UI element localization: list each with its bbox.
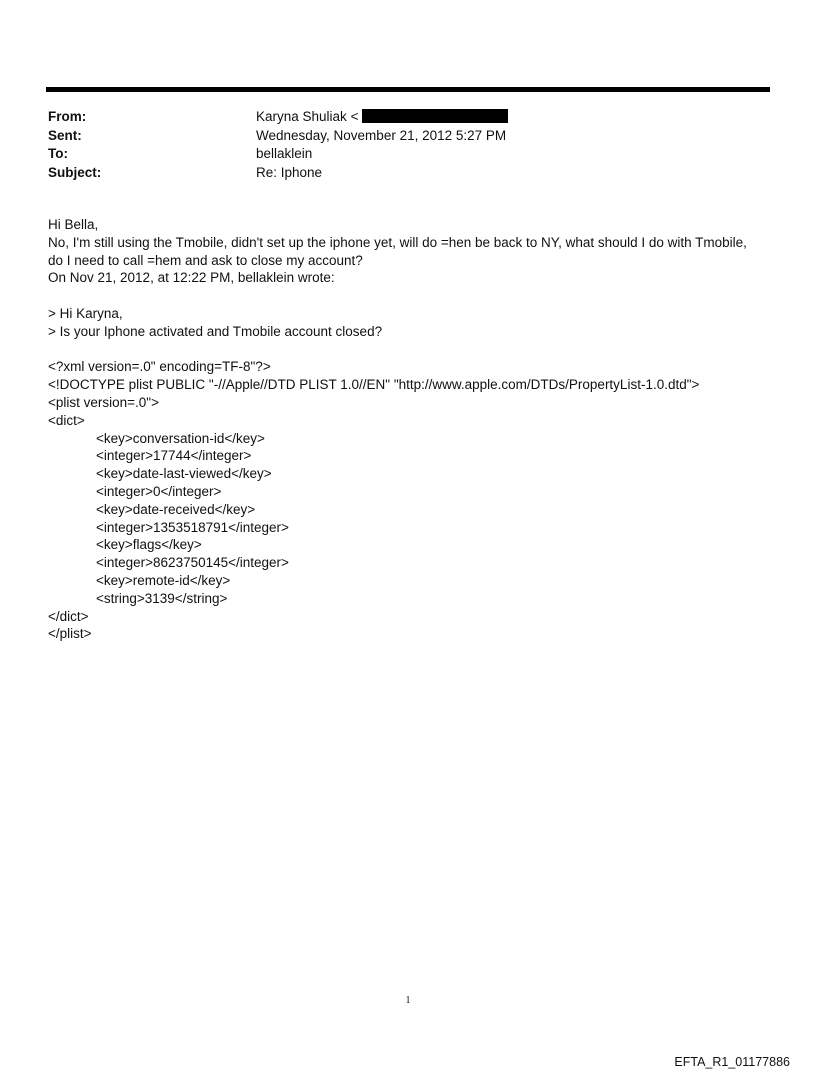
quoted-line-1: > Hi Karyna, xyxy=(48,305,123,321)
dict-open-tag: <dict> xyxy=(48,412,85,428)
from-name: Karyna Shuliak xyxy=(256,109,347,124)
plist-entry: <key>date-last-viewed</key> xyxy=(96,466,272,482)
redacted-email-block xyxy=(362,109,508,123)
dict-close-tag: </dict> xyxy=(48,608,89,624)
plist-entry: <key>conversation-id</key> xyxy=(96,430,265,446)
subject-label: Subject: xyxy=(48,164,102,180)
quoted-line-2: > Is your Iphone activated and Tmobile account closed? xyxy=(48,323,383,339)
plist-entry: <integer>17744</integer> xyxy=(96,448,252,464)
sent-label: Sent: xyxy=(48,127,82,143)
to-label: To: xyxy=(48,146,68,161)
subject-value: Re: Iphone xyxy=(256,164,323,180)
plist-entry: <integer>1353518791</integer> xyxy=(96,519,289,535)
plist-open-tag: <plist version=.0"> xyxy=(48,394,159,410)
plist-entry: <integer>8623750145</integer> xyxy=(96,555,289,571)
spacer xyxy=(48,341,768,359)
greeting: Hi Bella, xyxy=(48,217,99,232)
plist-xml-declaration: <?xml version=.0" encoding=TF-8"?> xyxy=(48,359,271,375)
plist-entry: <string>3139</string> xyxy=(96,590,228,606)
document-id: EFTA_R1_01177886 xyxy=(674,1055,790,1069)
header-divider-rule xyxy=(46,87,770,92)
plist-entry: <key>flags</key> xyxy=(96,537,202,553)
from-label: From: xyxy=(48,109,87,124)
reply-attribution: On Nov 21, 2012, at 12:22 PM, bellaklein wrote: xyxy=(48,270,335,286)
plist-entry: <key>date-received</key> xyxy=(96,501,256,517)
sent-value: Wednesday, November 21, 2012 5:27 PM xyxy=(256,127,507,143)
from-value: Karyna Shuliak < xyxy=(256,108,508,127)
message-line-2: do I need to call =hem and ask to close my account? xyxy=(48,252,363,268)
plist-entry: <integer>0</integer> xyxy=(96,483,222,499)
message-line-1: No, I'm still using the Tmobile, didn't set up the iphone yet, will do =hen be back to NY, what should I do with Tmobile, xyxy=(48,234,747,250)
spacer xyxy=(48,287,768,305)
to-value: bellaklein xyxy=(256,146,313,161)
plist-doctype: <!DOCTYPE plist PUBLIC "-//Apple//DTD PLIST 1.0//EN" "http://www.apple.com/DTDs/PropertyList-1.0.dtd"> xyxy=(48,377,700,393)
email-body xyxy=(48,216,768,643)
plist-entry: <key>remote-id</key> xyxy=(96,572,231,588)
page-number: 1 xyxy=(405,995,411,1006)
plist-close-tag: </plist> xyxy=(48,626,92,642)
